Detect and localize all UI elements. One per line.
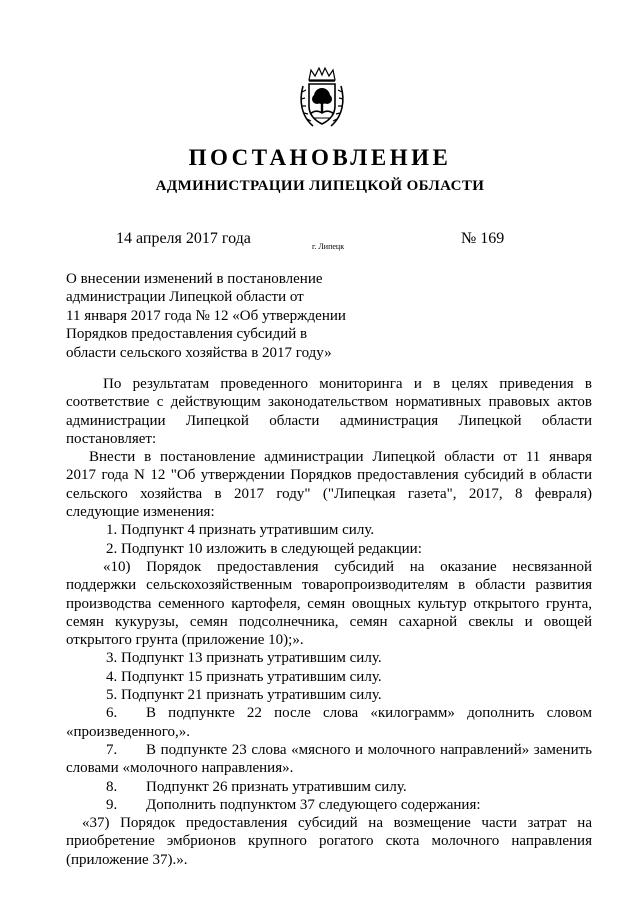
quote-line: (приложение 37).».: [66, 851, 188, 868]
quote-line: «10) Порядок предоставления субсидий на оказание несвязанной: [103, 558, 592, 575]
list-item: 2. Подпункт 10 изложить в следующей редакции:: [106, 540, 422, 557]
preamble-line: администрации Липецкой области администрация Липецкой области: [66, 412, 592, 429]
list-item: 1. Подпункт 4 признать утратившим силу.: [106, 522, 375, 539]
quote-line: «37) Порядок предоставления субсидий на возмещение части затрат на: [82, 815, 592, 832]
list-item: 5. Подпункт 21 признать утратившим силу.: [106, 687, 382, 704]
item-text: В подпункте 23 слова «мясного и молочного направлений» заменить: [146, 741, 592, 758]
item-text: Дополнить подпунктом 37 следующего содержания:: [146, 796, 481, 813]
subject-line: Порядков предоставления субсидий в: [66, 326, 308, 343]
list-item: 3. Подпункт 13 признать утратившим силу.: [106, 650, 382, 667]
intro-line: сельского хозяйства в 2017 году" ("Липецкая газета", 2017, 8 февраля): [66, 485, 592, 502]
quote-line: поддержки сельскохозяйственным товаропроизводителям в области развития: [66, 577, 592, 594]
item-number: 8.: [106, 778, 118, 795]
preamble-line: По результатам проведенного мониторинга и в целях приведения в: [103, 376, 592, 392]
item-number: 6.: [106, 705, 118, 722]
quote-line: открытого грунта (приложение 10);».: [66, 632, 304, 649]
quote-line: производства семенного картофеля, семян овощных культур открытого грунта,: [66, 595, 592, 612]
list-item-continuation: «произведенного,».: [66, 723, 191, 740]
document-body: [66, 375, 592, 869]
intro-line: Внести в постановление администрации Липецкой области от 11 января: [89, 449, 592, 466]
document-subject: [66, 270, 346, 362]
coat-of-arms-emblem: [297, 66, 347, 130]
subject-line: 11 января 2017 года № 12 «Об утверждении: [66, 307, 346, 324]
preamble-line: соответствие с действующим законодательством нормативных правовых актов: [66, 394, 592, 411]
intro-line: следующие изменения:: [66, 504, 215, 521]
item-text: В подпункте 22 после слова «килограмм» дополнить словом: [146, 705, 592, 722]
list-item: [66, 796, 592, 814]
quote-line: приобретение эмбрионов крупного рогатого скота молочного направления: [66, 833, 592, 850]
subject-line: администрации Липецкой области от: [66, 289, 304, 306]
list-item: 4. Подпункт 15 признать утратившим силу.: [106, 668, 382, 685]
item-text: Подпункт 26 признать утратившим силу.: [146, 778, 407, 795]
document-date: 14 апреля 2017 года: [116, 230, 251, 247]
document-place: г. Липецк: [312, 242, 345, 251]
subject-line: О внесении изменений в постановление: [66, 271, 323, 287]
list-item: [66, 704, 592, 722]
item-number: 9.: [106, 796, 118, 813]
subject-line: области сельского хозяйства в 2017 году»: [66, 344, 332, 361]
list-item: [66, 741, 592, 759]
preamble-line: постановляет:: [66, 430, 157, 447]
intro-line: 2017 года N 12 "Об утверждении Порядков предоставления субсидий в области: [66, 467, 592, 484]
quote-line: семян кукурузы, семян подсолнечника, семян сахарной свеклы и овощей: [66, 613, 592, 630]
list-item: [66, 778, 592, 796]
document-title: ПОСТАНОВЛЕНИЕ: [188, 145, 452, 170]
document-issuer: АДМИНИСТРАЦИИ ЛИПЕЦКОЙ ОБЛАСТИ: [155, 178, 485, 194]
list-item-continuation: словами «молочного направления».: [66, 760, 294, 777]
document-number: № 169: [461, 230, 505, 247]
item-number: 7.: [106, 741, 118, 758]
